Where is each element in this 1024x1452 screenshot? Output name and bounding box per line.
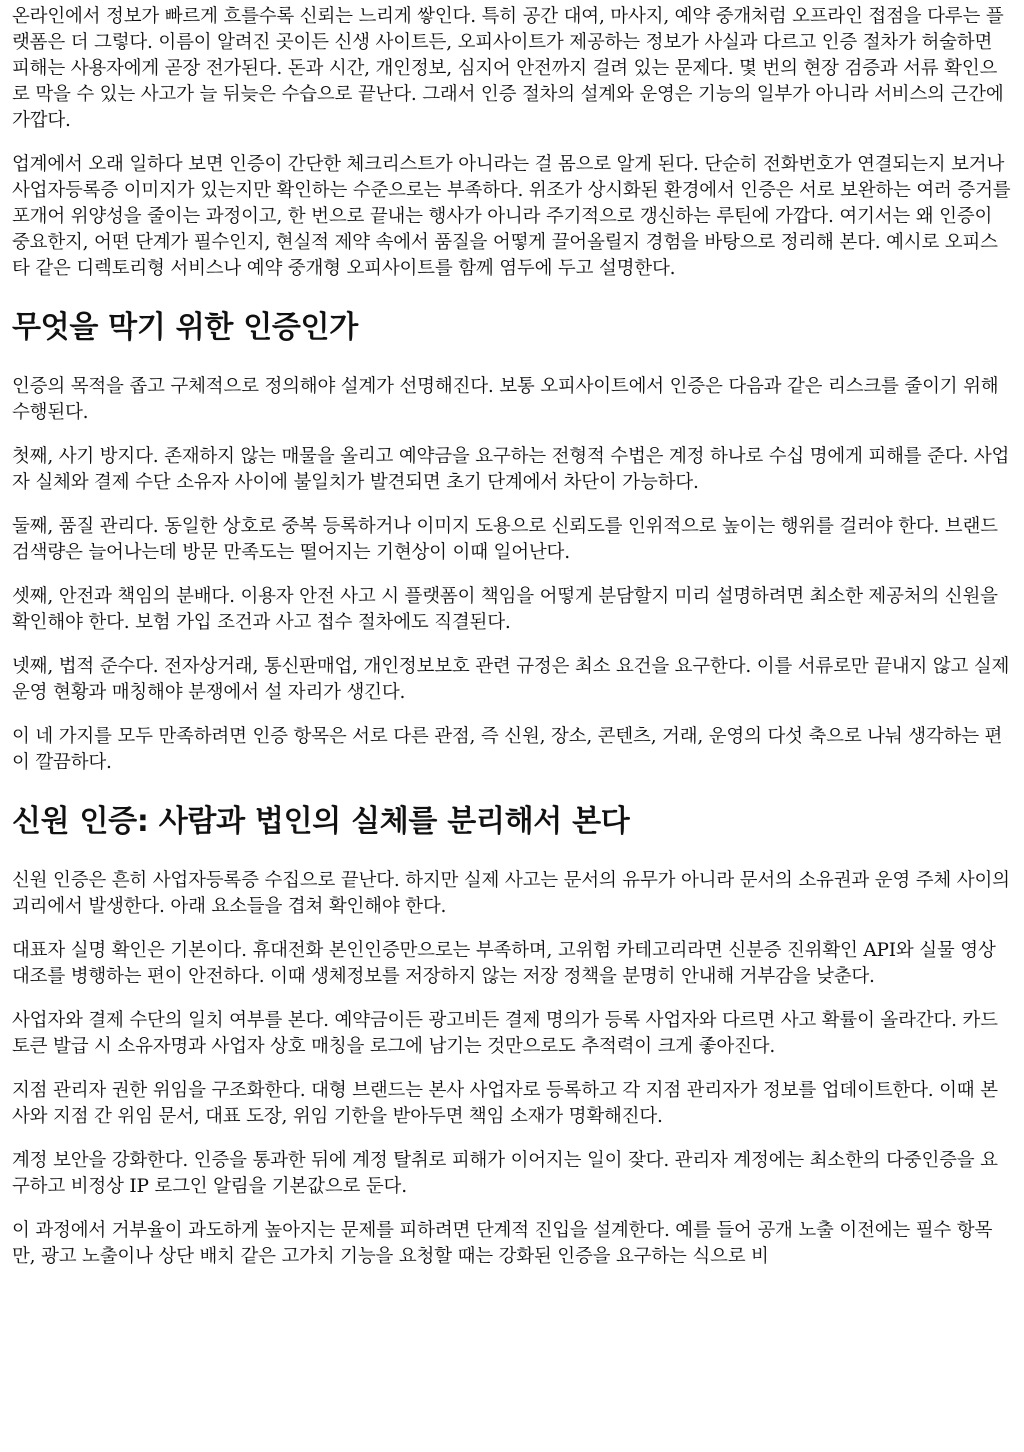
section1-paragraph-6: 이 네 가지를 모두 만족하려면 인증 항목은 서로 다른 관점, 즉 신원, 장소, 콘텐츠, 거래, 운영의 다섯 축으로 나눠 생각하는 편이 깔끔하다.: [12, 726, 1003, 773]
section-heading-purpose: 무엇을 막기 위한 인증인가: [12, 310, 358, 345]
section2-paragraph-2: 대표자 실명 확인은 기본이다. 휴대전화 본인인증만으로는 부족하며, 고위험 카테고리라면 신분증 진위확인 API와 실물 영상 대조를 병행하는 편이 안전하다. 이때 생체정보를 저장하지 않는 저장 정책을 분명히 안내해 거부감을 낮춘다.: [12, 940, 996, 987]
intro-paragraph-2: 업계에서 오래 일하다 보면 인증이 간단한 체크리스트가 아니라는 걸 몸으로 알게 된다. 단순히 전화번호가 연결되는지 보거나 사업자등록증 이미지가 있는지만 확인하는 수준으로는 부족하다. 위조가 상시화된 환경에서 인증은 서로 보완하는 여러 증거를 포개어 위양성을 줄이는 과정이고, 한 번으로 끝내는 행사가 아니라 주기적으로 갱신하는 루틴에 가깝다. 여기서는 왜 인증이 중요한지, 어떤 단계가 필수인지, 현실적 제약 속에서 품질을 어떻게 끌어올릴지 경험을 바탕으로 정리해 본다. 예시로 오피스타 같은 디렉토리형 서비스나 예약 중개형 오피사이트를 함께 염두에 두고 설명한다.: [12, 154, 1011, 279]
section2-paragraph-1: 신원 인증은 흔히 사업자등록증 수집으로 끝난다. 하지만 실제 사고는 문서의 유무가 아니라 문서의 소유권과 운영 주체 사이의 괴리에서 발생한다. 아래 요소들을 겹쳐 확인해야 한다.: [12, 870, 1010, 917]
section1-paragraph-1: 인증의 목적을 좁고 구체적으로 정의해야 설계가 선명해진다. 보통 오피사이트에서 인증은 다음과 같은 리스크를 줄이기 위해 수행된다.: [12, 376, 999, 423]
section1-paragraph-3: 둘째, 품질 관리다. 동일한 상호로 중복 등록하거나 이미지 도용으로 신뢰도를 인위적으로 높이는 행위를 걸러야 한다. 브랜드 검색량은 늘어나는데 방문 만족도는 떨어지는 기현상이 이때 일어난다.: [12, 516, 998, 563]
section2-paragraph-5: 계정 보안을 강화한다. 인증을 통과한 뒤에 계정 탈취로 피해가 이어지는 일이 잦다. 관리자 계정에는 최소한의 다중인증을 요구하고 비정상 IP 로그인 알림을 기본값으로 둔다.: [12, 1150, 998, 1197]
section1-paragraph-5: 넷째, 법적 준수다. 전자상거래, 통신판매업, 개인정보보호 관련 규정은 최소 요건을 요구한다. 이를 서류로만 끝내지 않고 실제 운영 현황과 매칭해야 분쟁에서 설 자리가 생긴다.: [12, 656, 1010, 703]
section-heading-identity: 신원 인증: 사람과 법인의 실체를 분리해서 본다: [12, 804, 630, 839]
section1-paragraph-4: 셋째, 안전과 책임의 분배다. 이용자 안전 사고 시 플랫폼이 책임을 어떻게 분담할지 미리 설명하려면 최소한 제공처의 신원을 확인해야 한다. 보험 가입 조건과 사고 접수 절차에도 직결된다.: [12, 586, 998, 633]
section2-paragraph-6: 이 과정에서 거부율이 과도하게 높아지는 문제를 피하려면 단계적 진입을 설계한다. 예를 들어 공개 노출 이전에는 필수 항목만, 광고 노출이나 상단 배치 같은 고가치 기능을 요청할 때는 강화된 인증을 요구하는 식으로 비: [12, 1220, 993, 1267]
section2-paragraph-4: 지점 관리자 권한 위임을 구조화한다. 대형 브랜드는 본사 사업자로 등록하고 각 지점 관리자가 정보를 업데이트한다. 이때 본사와 지점 간 위임 문서, 대표 도장, 위임 기한을 받아두면 책임 소재가 명확해진다.: [12, 1080, 998, 1127]
section2-paragraph-3: 사업자와 결제 수단의 일치 여부를 본다. 예약금이든 광고비든 결제 명의가 등록 사업자와 다르면 사고 확률이 올라간다. 카드 토큰 발급 시 소유자명과 사업자 상호 매칭을 로그에 남기는 것만으로도 추적력이 크게 좋아진다.: [12, 1010, 998, 1057]
article: [0, 4, 1024, 1270]
intro-paragraph-1: 온라인에서 정보가 빠르게 흐를수록 신뢰는 느리게 쌓인다. 특히 공간 대여, 마사지, 예약 중개처럼 오프라인 접점을 다루는 플랫폼은 더 그렇다. 이름이 알려진 곳이든 신생 사이트든, 오피사이트가 제공하는 정보가 사실과 다르고 인증 절차가 허술하면 피해는 사용자에게 곧장 전가된다. 돈과 시간, 개인정보, 심지어 안전까지 걸려 있는 문제다. 몇 번의 현장 검증과 서류 확인으로 막을 수 있는 사고가 늘 뒤늦은 수습으로 끝난다. 그래서 인증 절차의 설계와 운영은 기능의 일부가 아니라 서비스의 근간에 가깝다.: [12, 6, 1004, 131]
section1-paragraph-2: 첫째, 사기 방지다. 존재하지 않는 매물을 올리고 예약금을 요구하는 전형적 수법은 계정 하나로 수십 명에게 피해를 준다. 사업자 실체와 결제 수단 소유자 사이에 불일치가 발견되면 초기 단계에서 차단이 가능하다.: [12, 446, 1010, 493]
